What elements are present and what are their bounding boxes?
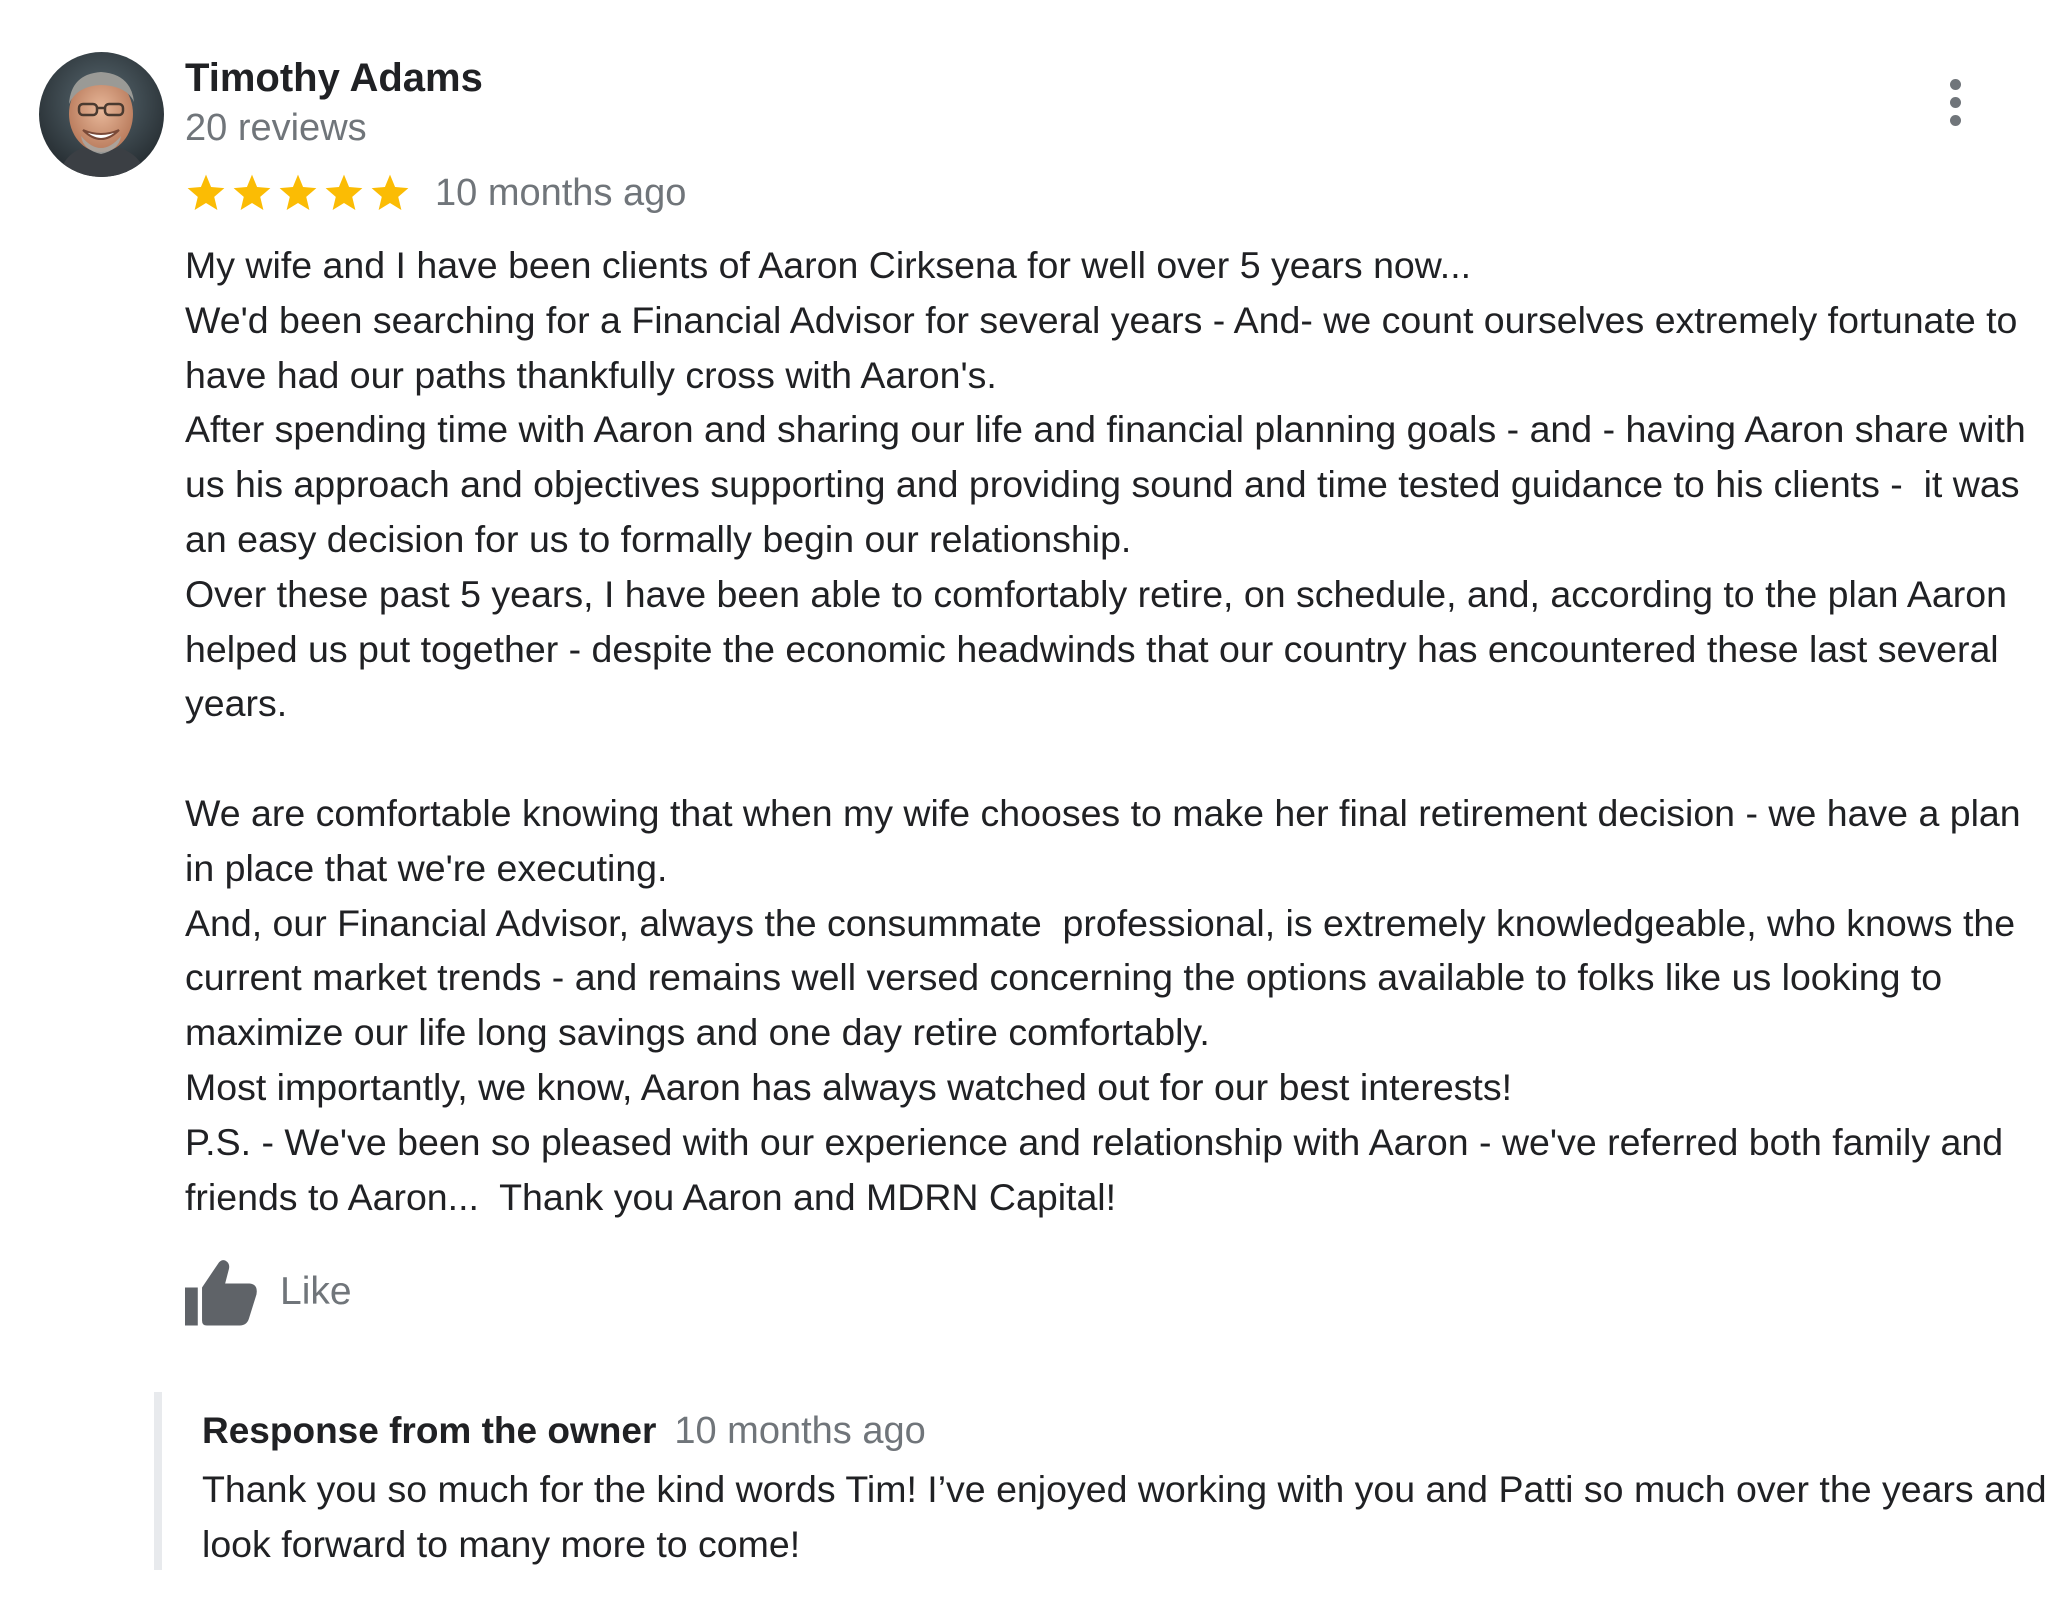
owner-response-date: 10 months ago (674, 1410, 926, 1452)
rating-row (185, 165, 686, 221)
like-button[interactable] (185, 1258, 352, 1326)
more-options-button[interactable] (1930, 72, 1980, 132)
star-icon (231, 172, 273, 214)
star-icon (323, 172, 365, 214)
more-vert-icon (1950, 79, 1961, 90)
review-date: 10 months ago (435, 172, 687, 214)
reviewer-name[interactable]: Timothy Adams (185, 56, 483, 100)
star-rating (185, 172, 411, 214)
thumbs-up-icon (185, 1258, 258, 1326)
star-icon (277, 172, 319, 214)
owner-response-header (202, 1410, 926, 1453)
owner-response-title: Response from the owner (202, 1410, 657, 1451)
star-icon (369, 172, 411, 214)
reviewer-avatar[interactable] (39, 52, 164, 177)
review-text: My wife and I have been clients of Aaron Cirksena for well over 5 years now... We'd been searching for a Financial Advisor for several years - And- we count ourselves extremely fortunate to have had our paths thankfully cross with Aaron's. After spending time with Aaron and sharing our life and financial planning goals - and - having Aaron share with us his approach and objectives supporting and providing sound and time tested guidance to his clients - it was an easy decision for us to formally begin our relationship. Over these past 5 years, I have been able to comfortably retire, on schedule, and, according to the plan Aaron helped us put together - despite the economic headwinds that our country has encountered these last several years. We are comfortable knowing that when my wife chooses to make her final retirement decision - we have a plan in place that we're executing. And, our Financial Advisor, always the consummate professional, is extremely knowledgeable, who knows the current market trends - and remains well versed concerning the options available to folks like us looking to maximize our life long savings and one day retire comfortably. Most importantly, we know, Aaron has always watched out for our best interests! P.S. - We've been so pleased with our experience and relationship with Aaron - we've referred both family and friends to Aaron... Thank you Aaron and MDRN Capital! (185, 244, 2026, 1218)
star-icon (185, 172, 227, 214)
owner-response (154, 1392, 2058, 1570)
reviewer-review-count: 20 reviews (185, 107, 367, 149)
reviewer-photo (39, 52, 164, 177)
like-label: Like (280, 1270, 352, 1313)
owner-response-text: Thank you so much for the kind words Tim! I’ve enjoyed working with you and Patti so much over the years and look forward to many more to come! (202, 1468, 2058, 1565)
